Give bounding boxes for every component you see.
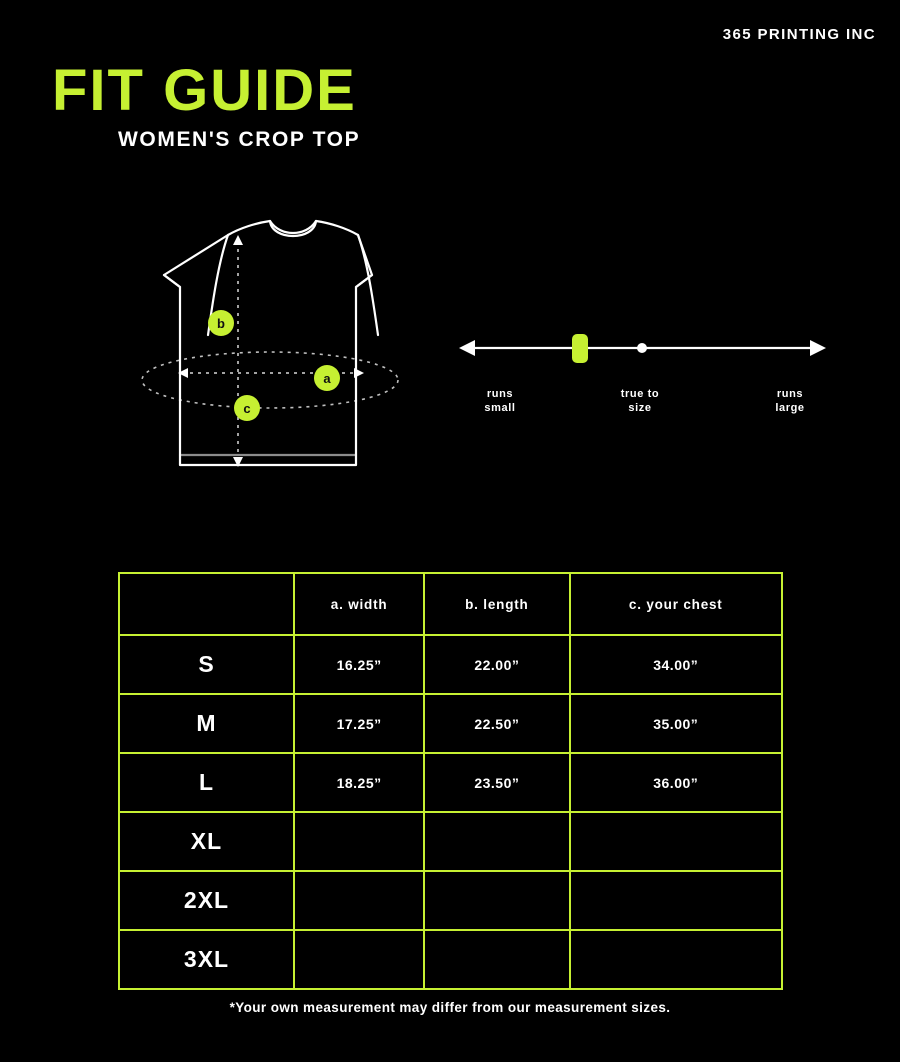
row-chest: 36.00” — [570, 753, 782, 812]
table-header-length: b. length — [424, 573, 569, 635]
fit-scale-label-large — [745, 388, 835, 416]
callout-c — [234, 395, 260, 421]
table-header-width: a. width — [294, 573, 424, 635]
page-title: FIT GUIDE — [52, 58, 357, 123]
table-row — [119, 871, 782, 930]
row-length: 23.50” — [424, 753, 569, 812]
callout-b — [208, 310, 234, 336]
svg-text:a: a — [323, 371, 331, 386]
fit-scale-marker — [572, 334, 588, 363]
row-width — [294, 812, 424, 871]
fit-scale-label-small-line2: small — [484, 401, 516, 414]
row-length — [424, 871, 569, 930]
svg-text:b: b — [217, 316, 225, 331]
fit-scale-label-small — [455, 388, 545, 416]
table-row — [119, 812, 782, 871]
size-table-wrapper — [118, 572, 783, 990]
row-size: L — [119, 753, 294, 812]
length-arrow-top — [233, 235, 243, 245]
row-length: 22.50” — [424, 694, 569, 753]
svg-text:c: c — [243, 401, 251, 416]
row-length — [424, 930, 569, 989]
row-width: 16.25” — [294, 635, 424, 694]
callout-a — [314, 365, 340, 391]
row-width: 18.25” — [294, 753, 424, 812]
fit-scale-center-dot — [637, 343, 647, 353]
row-chest: 35.00” — [570, 694, 782, 753]
fit-scale — [455, 330, 830, 430]
fit-scale-label-true-line1: true to — [620, 388, 660, 400]
row-width — [294, 871, 424, 930]
row-length — [424, 812, 569, 871]
table-header-chest: c. your chest — [570, 573, 782, 635]
shoulder-seam-left — [164, 275, 180, 287]
page-subtitle: WOMEN'S CROP TOP — [118, 128, 361, 151]
fit-scale-arrow-left — [459, 340, 475, 356]
row-size: 3XL — [119, 930, 294, 989]
fit-scale-arrow-right — [810, 340, 826, 356]
fit-scale-label-true — [595, 388, 685, 416]
row-size: XL — [119, 812, 294, 871]
table-row — [119, 635, 782, 694]
width-arrow-right — [354, 368, 364, 378]
row-chest — [570, 871, 782, 930]
footnote: *Your own measurement may differ from our measurement sizes. — [229, 1000, 671, 1015]
fit-scale-label-large-line1: runs — [776, 388, 804, 400]
table-header-size — [119, 573, 294, 635]
table-row — [119, 930, 782, 989]
row-width: 17.25” — [294, 694, 424, 753]
fit-scale-label-small-line1: runs — [486, 388, 514, 400]
size-table — [118, 572, 783, 990]
crop-top-outline — [164, 221, 372, 465]
row-width — [294, 930, 424, 989]
table-row — [119, 694, 782, 753]
armhole-right — [358, 235, 378, 335]
row-length: 22.00” — [424, 635, 569, 694]
row-chest — [570, 930, 782, 989]
row-size: S — [119, 635, 294, 694]
brand-name: 365 PRINTING INC — [722, 26, 876, 43]
fit-scale-label-true-line2: size — [628, 401, 652, 414]
fit-scale-labels — [455, 388, 830, 428]
row-chest: 34.00” — [570, 635, 782, 694]
table-header-row — [119, 573, 782, 635]
row-chest — [570, 812, 782, 871]
garment-illustration — [120, 215, 430, 505]
fit-scale-label-large-line2: large — [775, 401, 805, 414]
row-size: 2XL — [119, 871, 294, 930]
row-size: M — [119, 694, 294, 753]
table-row — [119, 753, 782, 812]
